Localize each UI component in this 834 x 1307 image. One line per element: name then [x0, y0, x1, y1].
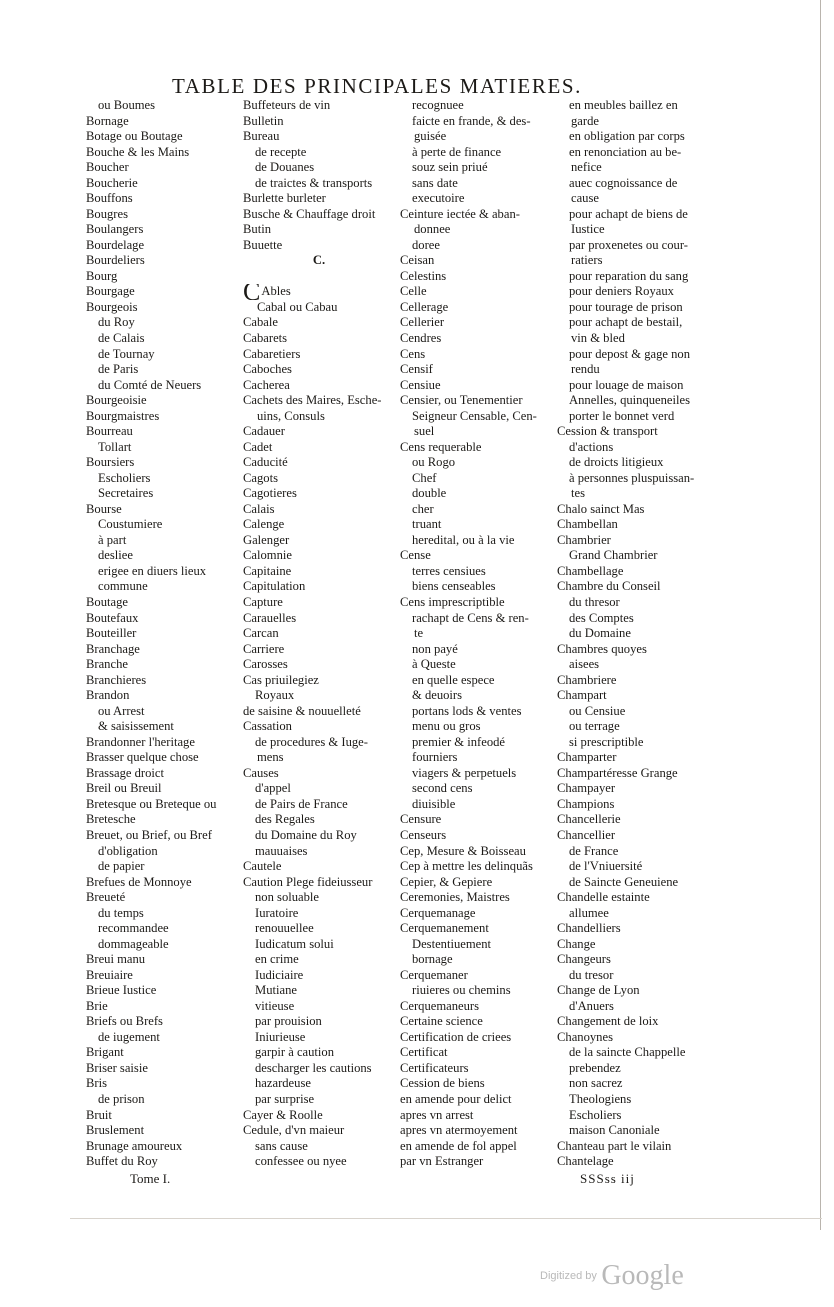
index-entry: mens [257, 750, 284, 765]
index-column-4 [557, 98, 707, 1170]
google-logo: Google [601, 1260, 684, 1291]
index-entry: Chambrier [557, 532, 611, 547]
index-entry: si prescriptible [569, 734, 644, 749]
index-entry: Bruit [86, 1107, 112, 1122]
index-entry: allumee [569, 905, 609, 920]
index-entry: Bourgeois [86, 299, 138, 314]
index-entry: uins, Consuls [257, 408, 325, 423]
index-entry: Boucherie [86, 175, 138, 190]
index-entry: Cerquemaneurs [400, 998, 480, 1013]
index-entry: Champayer [557, 781, 616, 796]
index-entry: Bouche & les Mains [86, 144, 190, 159]
index-entry: sans date [412, 175, 458, 190]
index-entry: CAbles [243, 284, 395, 300]
index-entry: de papier [98, 859, 145, 874]
index-entry: dommageable [98, 936, 169, 951]
index-entry: par vn Estranger [400, 1154, 484, 1169]
index-entry: Royaux [255, 688, 295, 703]
index-entry: Calenge [243, 517, 285, 532]
index-entry: Calomnie [243, 548, 292, 563]
tome-label: Tome I. [130, 1171, 171, 1186]
index-entry: Cep, Mesure & Boisseau [400, 843, 526, 858]
index-entry: biens censeables [412, 579, 496, 594]
index-entry: à perte de finance [412, 144, 502, 159]
index-entry: Seigneur Censable, Cen- [412, 408, 537, 423]
index-entry: doree [412, 237, 440, 252]
index-entry: Causes [243, 765, 279, 780]
index-entry: Bourg [86, 268, 118, 283]
index-entry: Cagotieres [243, 486, 297, 501]
index-entry: Cerquemaner [400, 967, 468, 982]
index-entry: du thresor [569, 595, 620, 609]
index-entry: de saisine & nouuelleté [243, 703, 361, 718]
index-entry: Briser saisie [86, 1060, 148, 1075]
index-entry: truant [412, 517, 442, 532]
index-entry: Breuet, ou Brief, ou Bref [86, 827, 212, 842]
index-entry: Brefues de Monnoye [86, 874, 192, 889]
index-entry: de prison [98, 1092, 145, 1106]
index-entry: Certification de criees [400, 1029, 512, 1044]
index-column-2 [243, 98, 395, 1170]
index-entry: du temps [98, 905, 144, 920]
index-entry: Chandelliers [557, 921, 621, 936]
index-entry: Tollart [98, 439, 132, 454]
index-entry: Bretesque ou Breteque ou [86, 796, 217, 811]
index-entry: Bourse [86, 501, 122, 516]
index-entry: executoire [412, 191, 465, 206]
index-entry: Champions [557, 796, 615, 811]
page-bottom-edge [70, 1218, 822, 1219]
index-entry: Change de Lyon [557, 983, 640, 998]
index-entry: Carosses [243, 657, 288, 672]
index-entry: Cession de biens [400, 1076, 485, 1091]
index-entry: de la saincte Chappelle [569, 1045, 686, 1060]
index-entry: du tresor [569, 967, 614, 982]
index-entry: vin & bled [571, 330, 625, 345]
index-entry: ratiers [571, 253, 603, 268]
index-entry: Cens [400, 346, 426, 361]
index-entry: Censif [400, 362, 433, 377]
index-entry: Cerquemanage [400, 905, 476, 920]
index-entry: Cellerier [400, 315, 445, 330]
index-entry: Chancellier [557, 827, 616, 842]
index-entry: du Domaine [569, 626, 631, 641]
index-entry: Briefs ou Brefs [86, 1014, 163, 1029]
index-entry: Bris [86, 1076, 107, 1091]
index-entry: cher [412, 501, 434, 516]
index-entry: portans lods & ventes [412, 703, 522, 718]
index-entry: Champarter [557, 750, 617, 765]
index-entry: Brunage amoureux [86, 1138, 183, 1153]
index-entry: prebendez [569, 1060, 621, 1075]
index-entry: confessee ou nyee [255, 1154, 347, 1169]
index-entry: Cabal ou Cabau [257, 299, 338, 314]
index-entry: hazardeuse [255, 1076, 311, 1091]
index-entry: non soluable [255, 890, 320, 905]
index-entry: pour achapt de biens de [569, 206, 688, 221]
index-entry: du Roy [98, 315, 135, 330]
index-entry: nefice [571, 160, 602, 175]
index-entry: rachapt de Cens & ren- [412, 610, 529, 625]
index-entry: Galenger [243, 532, 290, 547]
index-entry: viagers & perpetuels [412, 765, 517, 780]
index-entry: Ceremonies, Maistres [400, 890, 510, 905]
index-entry: & saisissement [98, 719, 174, 734]
index-entry: double [412, 486, 447, 501]
index-entry: heredital, ou à la vie [412, 532, 515, 547]
index-entry: Calais [243, 501, 275, 516]
index-entry: apres vn arrest [400, 1107, 474, 1122]
index-entry: des Regales [255, 812, 315, 827]
index-entry: Secretaires [98, 486, 154, 501]
index-entry: Bourgeoisie [86, 393, 147, 408]
index-entry: en amende de fol appel [400, 1138, 517, 1153]
index-entry: Chef [412, 470, 437, 485]
index-entry: du Comté de Neuers [98, 377, 202, 392]
index-entry: Celle [400, 284, 427, 299]
index-entry: Chambre du Conseil [557, 579, 661, 594]
index-entry: Bruslement [86, 1123, 145, 1138]
index-entry: Cachets des Maires, Esche- [243, 393, 382, 408]
index-column-1 [86, 98, 238, 1170]
index-entry: Cautele [243, 859, 282, 874]
index-entry: tes [571, 486, 585, 501]
index-entry: maison Canoniale [569, 1123, 660, 1138]
index-entry: ou Arrest [98, 703, 145, 718]
index-entry: Cadet [243, 439, 273, 454]
index-entry: Cepier, & Gepiere [400, 874, 493, 889]
index-entry [243, 269, 395, 285]
index-entry: Cens requerable [400, 439, 482, 454]
index-entry: Cassation [243, 719, 292, 734]
index-entry: Branchieres [86, 672, 147, 687]
index-entry: Bourdeliers [86, 253, 145, 268]
index-entry: Bourreau [86, 424, 133, 439]
index-entry: second cens [412, 781, 473, 796]
index-entry: Iudiciaire [255, 967, 304, 982]
index-entry: apres vn atermoyement [400, 1123, 518, 1138]
index-entry: Coustumiere [98, 517, 163, 532]
index-entry: Iustice [571, 222, 605, 237]
index-entry: Chantelage [557, 1154, 614, 1169]
index-entry: Chambriere [557, 672, 617, 687]
page-title: TABLE DES PRINCIPALES MATIERES. [172, 74, 583, 98]
index-entry: diuisible [412, 796, 456, 811]
index-entry: porter le bonnet verd [569, 408, 675, 423]
index-entry: Bourdelage [86, 237, 145, 252]
index-entry: aisees [569, 657, 600, 672]
index-entry: Breil ou Breuil [86, 781, 162, 796]
index-entry: Butin [243, 222, 271, 237]
index-entry: d'obligation [98, 843, 158, 858]
index-entry: Bouteiller [86, 626, 137, 641]
index-entry: Brassage droict [86, 765, 164, 780]
index-entry: ou terrage [569, 719, 620, 734]
index-entry: Boutefaux [86, 610, 139, 625]
index-entry: Cas priuilegiez [243, 672, 319, 687]
index-entry: Boutage [86, 595, 128, 609]
index-entry: de traictes & transports [255, 175, 373, 190]
index-entry: Bulletin [243, 113, 284, 128]
index-entry: de Douanes [255, 160, 315, 175]
index-entry: Escholiers [98, 470, 151, 485]
index-entry: Carcan [243, 626, 279, 641]
index-entry: Change [557, 936, 596, 951]
index-entry: Bourgage [86, 284, 135, 299]
index-entry: Cabale [243, 315, 278, 330]
index-entry: Cens imprescriptible [400, 595, 505, 609]
index-entry: Buffet du Roy [86, 1154, 158, 1169]
index-entry: pour depost & gage non [569, 346, 691, 361]
index-entry: Cabarets [243, 330, 288, 345]
index-entry: Changeurs [557, 952, 611, 967]
index-entry: en amende pour delict [400, 1092, 512, 1106]
index-entry: Branche [86, 657, 128, 672]
index-entry: Certificat [400, 1045, 448, 1060]
index-entry: recommandee [98, 921, 169, 936]
index-column-3 [400, 98, 552, 1170]
index-entry: ou Rogo [412, 455, 456, 470]
index-entry: Carriere [243, 641, 285, 656]
index-entry: Cedule, d'vn maieur [243, 1123, 345, 1138]
index-entry: Cadauer [243, 424, 285, 439]
index-entry: ou Censiue [569, 703, 626, 718]
index-entry: du Domaine du Roy [255, 827, 357, 842]
index-entry: Brie [86, 998, 108, 1013]
index-entry: Boursiers [86, 455, 135, 470]
google-watermark [540, 1260, 684, 1292]
index-entry: rendu [571, 362, 600, 377]
index-entry: Mutiane [255, 983, 297, 998]
index-entry: Brigant [86, 1045, 124, 1060]
index-entry: Buffeteurs de vin [243, 98, 331, 112]
index-entry: Cense [400, 548, 431, 563]
index-entry: Certaine science [400, 1014, 483, 1029]
index-entry: Cendres [400, 330, 442, 345]
index-entry: ou Boumes [98, 98, 156, 112]
index-entry: Chancellerie [557, 812, 621, 827]
index-entry: vitieuse [255, 998, 295, 1013]
index-entry: faicte en frande, & des- [412, 113, 531, 128]
index-entry: Brasser quelque chose [86, 750, 199, 765]
index-entry: Chambellage [557, 563, 624, 578]
index-entry: menu ou gros [412, 719, 481, 734]
index-entry: mauuaises [255, 843, 308, 858]
index-entry: Chambres quoyes [557, 641, 647, 656]
index-entry: bornage [412, 952, 453, 967]
index-entry: Iuratoire [255, 905, 299, 920]
index-entry: en obligation par corps [569, 129, 685, 144]
index-entry: souz sein priué [412, 160, 488, 175]
index-entry: guisée [414, 129, 447, 144]
index-entry: Caboches [243, 362, 292, 377]
index-entry: auec cognoissance de [569, 175, 678, 190]
index-entry: Boulangers [86, 222, 144, 237]
index-entry: Breueté [86, 890, 126, 905]
index-entry: en quelle espece [412, 672, 495, 687]
index-entry: erigee en diuers lieux [98, 563, 207, 578]
index-entry: Censiue [400, 377, 441, 392]
index-entry: non payé [412, 641, 458, 656]
index-entry: de recepte [255, 144, 307, 159]
index-entry: Changement de loix [557, 1014, 659, 1029]
index-entry: pour tourage de prison [569, 299, 683, 314]
index-entry: te [414, 626, 424, 641]
index-entry: terres censiues [412, 563, 486, 578]
index-entry: desliee [98, 548, 133, 563]
index-entry: Cellerage [400, 299, 449, 314]
index-entry: Champart [557, 688, 607, 703]
index-entry: en crime [255, 952, 299, 967]
index-entry: de droicts litigieux [569, 455, 664, 470]
index-entry: Chandelle estainte [557, 890, 650, 905]
page-edge [820, 0, 821, 1230]
index-entry: de procedures & Iuge- [255, 734, 368, 749]
index-entry: Celestins [400, 268, 447, 283]
index-entry: de Saincte Geneuiene [569, 874, 679, 889]
index-entry: Censure [400, 812, 442, 827]
index-entry: par surprise [255, 1092, 315, 1106]
index-entry: pour deniers Royaux [569, 284, 674, 299]
index-entry: Caducité [243, 455, 288, 470]
index-entry: Caution Plege fideiusseur [243, 874, 373, 889]
watermark-prefix: Digitized by [540, 1270, 597, 1282]
index-entry: Cabaretiers [243, 346, 301, 361]
index-entry: Grand Chambrier [569, 548, 658, 563]
index-entry: non sacrez [569, 1076, 623, 1091]
index-entry: Cerquemanement [400, 921, 489, 936]
section-letter: C. [312, 253, 326, 268]
index-entry: Brandon [86, 688, 130, 703]
index-entry: à Queste [412, 657, 456, 672]
index-entry: Certificateurs [400, 1060, 469, 1075]
index-entry: d'actions [569, 439, 614, 454]
index-entry: Brandonner l'heritage [86, 734, 195, 749]
index-entry: en meubles baillez en [569, 98, 678, 112]
index-entry: en renonciation au be- [569, 144, 682, 159]
index-entry: pour reparation du sang [569, 268, 689, 283]
index-entry: Botage ou Boutage [86, 129, 183, 144]
index-entry: Boucher [86, 160, 129, 175]
index-entry: de France [569, 843, 619, 858]
index-entry: Breuiaire [86, 967, 133, 982]
index-entry: premier & infeodé [412, 734, 506, 749]
index-entry: pour achapt de bestail, [569, 315, 683, 330]
index-entry: de iugement [98, 1029, 160, 1044]
index-entry: Iniurieuse [255, 1029, 306, 1044]
index-entry: recognuee [412, 98, 464, 112]
index-entry: par prouision [255, 1014, 322, 1029]
index-entry: Cayer & Roolle [243, 1107, 323, 1122]
index-entry: renouuellee [255, 921, 314, 936]
index-entry: Bornage [86, 113, 129, 128]
index-entry: de l'Vniuersité [569, 859, 643, 874]
index-entry: des Comptes [569, 610, 634, 625]
index-entry: descharger les cautions [255, 1060, 372, 1075]
index-entry: Bretesche [86, 812, 136, 827]
index-entry: Ceinture iectée & aban- [400, 206, 520, 221]
index-entry: Branchage [86, 641, 140, 656]
index-entry: Bourgmaistres [86, 408, 160, 423]
index-entry: Chambellan [557, 517, 618, 532]
index-entry: Burlette burleter [243, 191, 326, 206]
index-entry: Escholiers [569, 1107, 622, 1122]
index-entry: Chanteau part le vilain [557, 1138, 672, 1153]
index-entry: Iudicatum solui [255, 936, 334, 951]
index-entry: garpir à caution [255, 1045, 335, 1060]
index-entry: Cep à mettre les delinquãs [400, 859, 533, 874]
index-entry: Ceisan [400, 253, 435, 268]
index-entry: Bouffons [86, 191, 133, 206]
index-entry: suel [414, 424, 435, 439]
index-entry: sans cause [255, 1138, 308, 1153]
index-entry: Theologiens [569, 1092, 632, 1106]
index-entry: de Tournay [98, 346, 155, 361]
index-entry: Annelles, quinqueneiles [569, 393, 691, 408]
index-entry: Cacherea [243, 377, 290, 392]
index-entry: Bougres [86, 206, 128, 221]
index-entry: Chanoynes [557, 1029, 613, 1044]
index-entry: donnee [414, 222, 451, 237]
index-entry: riuieres ou chemins [412, 983, 511, 998]
index-entry: Carauelles [243, 610, 297, 625]
index-entry: à personnes pluspuissan- [569, 470, 695, 485]
index-entry: Cagots [243, 470, 278, 485]
index-entry: Cession & transport [557, 424, 658, 439]
drop-cap: C [243, 284, 261, 300]
index-entry: de Pairs de France [255, 796, 348, 811]
index-entry: Censier, ou Tenementier [400, 393, 523, 408]
index-entry: Capitaine [243, 563, 292, 578]
page-signature: SSSss iij [580, 1171, 635, 1186]
index-entry: Chalo sainct Mas [557, 501, 645, 516]
index-entry: pour louage de maison [569, 377, 684, 392]
index-entry: Censeurs [400, 827, 447, 842]
index-entry: Capitulation [243, 579, 306, 594]
index-entry: Buuette [243, 237, 283, 252]
index-entry: fourniers [412, 750, 458, 765]
index-entry: commune [98, 579, 148, 594]
index-entry: Destentiuement [412, 936, 492, 951]
index-entry: de Paris [98, 362, 139, 377]
index-entry: Brieue Iustice [86, 983, 157, 998]
index-entry: de Calais [98, 330, 145, 345]
index-entry: Champartéresse Grange [557, 765, 678, 780]
index-entry: Busche & Chauffage droit [243, 206, 376, 221]
index-entry: Breui manu [86, 952, 146, 967]
index-entry: cause [571, 191, 599, 206]
index-entry: & deuoirs [412, 688, 463, 703]
index-entry: Capture [243, 595, 283, 609]
index-entry: d'appel [255, 781, 291, 796]
index-entry: Bureau [243, 129, 280, 144]
index-entry: par proxenetes ou cour- [569, 237, 688, 252]
index-entry: garde [571, 113, 599, 128]
index-entry: d'Anuers [569, 998, 614, 1013]
index-entry: à part [98, 532, 127, 547]
